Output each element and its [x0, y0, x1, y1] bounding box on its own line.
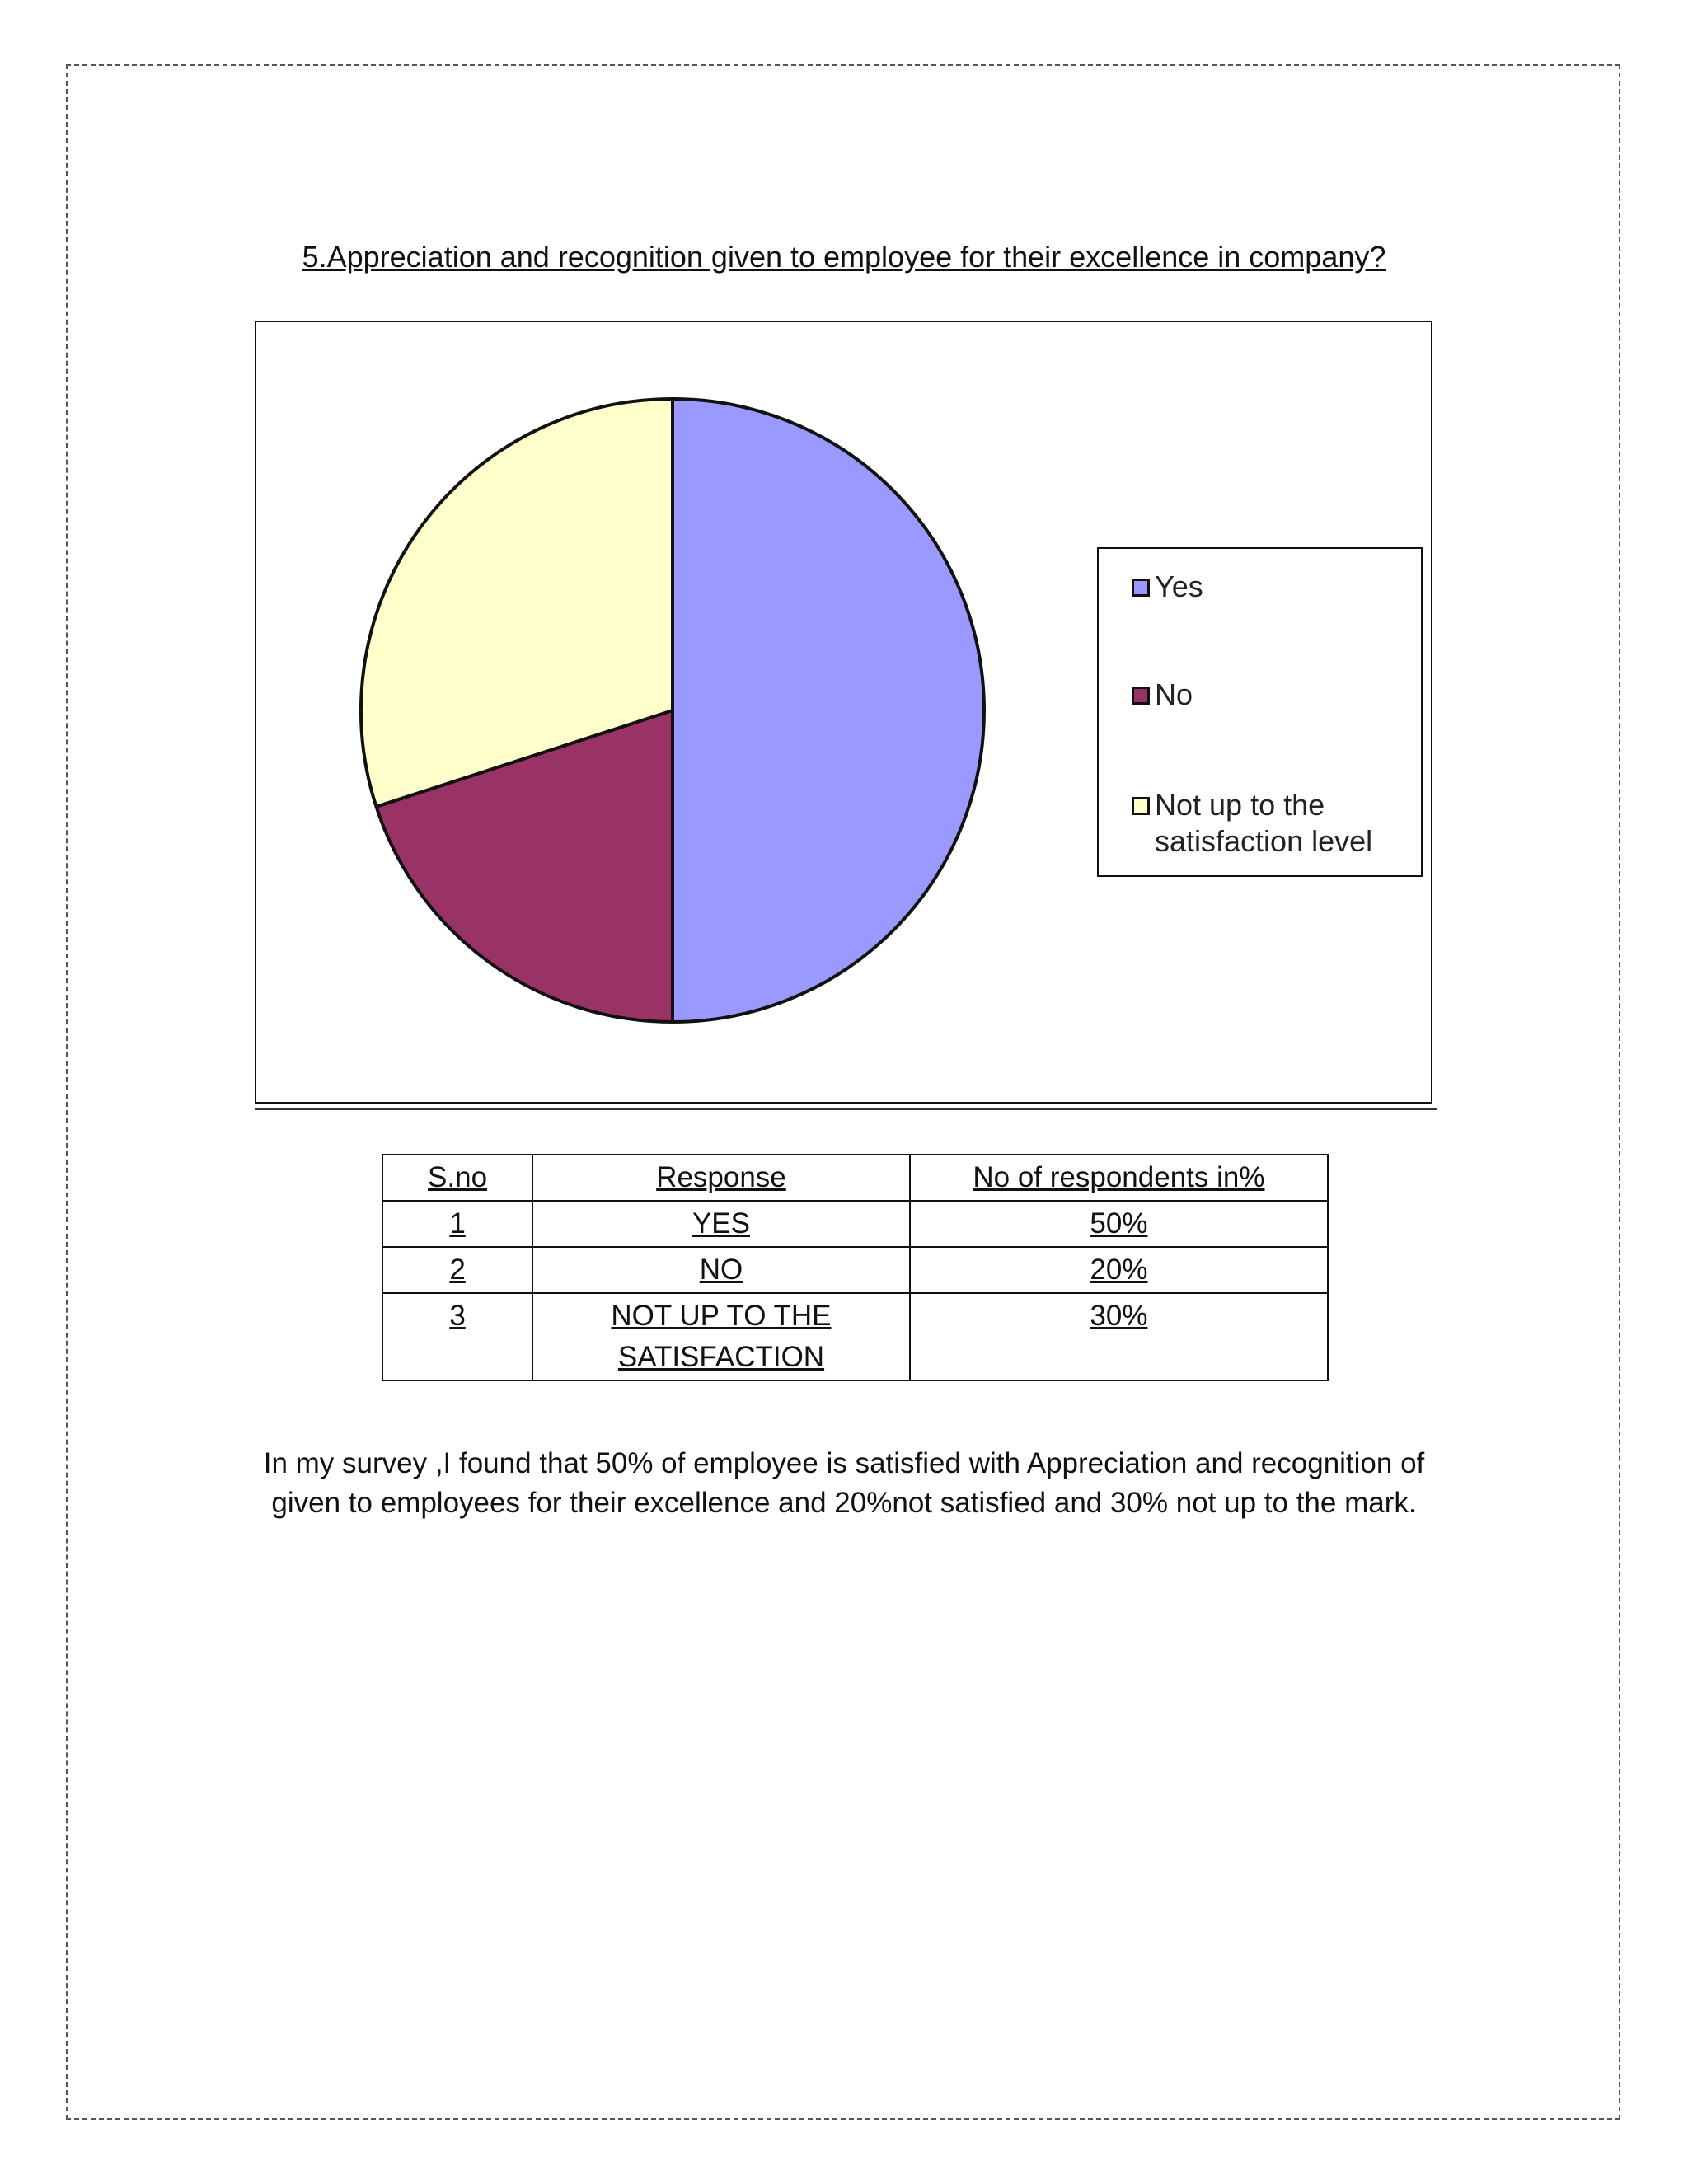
legend-label-not-satisfied: Not up to the satisfaction level — [1155, 788, 1373, 858]
question-title: 5.Appreciation and recognition given to employee for their excellence in company? — [302, 240, 1386, 274]
table-header-row — [382, 1155, 1328, 1201]
legend-item-no — [1132, 677, 1402, 713]
cell-sno: 1 — [382, 1201, 532, 1247]
cell-percent: 30% — [910, 1293, 1328, 1380]
cell-response: NOT UP TO THE SATISFACTION — [532, 1293, 910, 1380]
cell-response: YES — [532, 1201, 910, 1247]
summary-line-1: In my survey ,I found that 50% of employee is satisfied with Appreciation and recognition of — [263, 1447, 1425, 1479]
legend-swatch-yes — [1132, 579, 1150, 597]
cell-percent: 50% — [910, 1201, 1328, 1247]
pie-slice-yes — [673, 399, 984, 1022]
legend-swatch-not-satisfied — [1132, 797, 1150, 815]
table-row — [382, 1201, 1328, 1247]
chart-legend — [1097, 547, 1423, 877]
header-sno: S.no — [382, 1155, 532, 1201]
cell-response: NO — [532, 1247, 910, 1293]
cell-percent: 20% — [910, 1247, 1328, 1293]
legend-item-not-satisfied — [1132, 787, 1402, 860]
cell-sno: 2 — [382, 1247, 532, 1293]
chart-underline — [255, 1108, 1437, 1110]
header-respondents: No of respondents in% — [910, 1155, 1328, 1201]
legend-label-yes: Yes — [1155, 569, 1203, 603]
legend-swatch-no — [1132, 687, 1150, 705]
summary-paragraph — [0, 1444, 1688, 1523]
summary-line-2: given to employees for their excellence and 20%not satisfied and 30% not up to the mark. — [271, 1487, 1417, 1519]
legend-item-yes — [1132, 569, 1402, 605]
cell-sno: 3 — [382, 1293, 532, 1380]
table-row — [382, 1247, 1328, 1293]
legend-label-no: No — [1155, 677, 1193, 711]
header-response: Response — [532, 1155, 910, 1201]
response-table — [382, 1154, 1329, 1381]
table-row — [382, 1293, 1328, 1380]
pie-chart — [255, 321, 1432, 1104]
